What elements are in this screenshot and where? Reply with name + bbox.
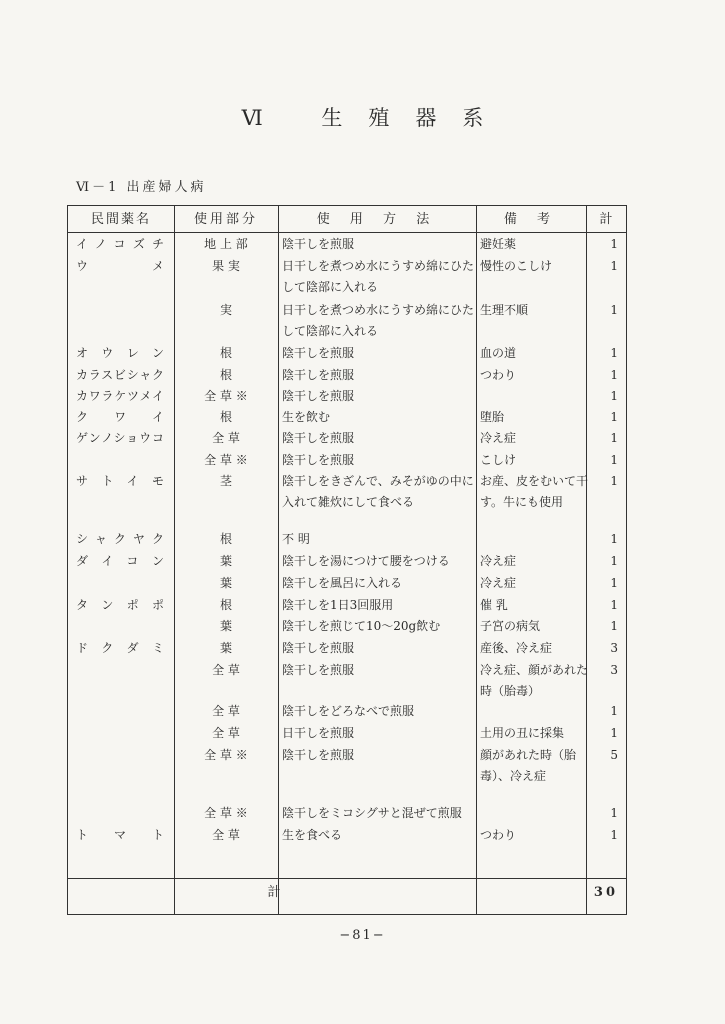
row-total: 1 bbox=[610, 259, 618, 273]
row-part: 全 草 ※ bbox=[204, 453, 248, 467]
row-name: ドクダミ bbox=[76, 641, 164, 655]
row-part: 地 上 部 bbox=[204, 237, 248, 251]
row-part: 全 草 bbox=[212, 704, 240, 718]
row-note: 堕胎 bbox=[480, 410, 505, 424]
row-note: つわり bbox=[480, 828, 517, 842]
header-use: 使 用 方 法 bbox=[316, 212, 438, 227]
row-part: 根 bbox=[219, 346, 232, 360]
row-note: こしけ bbox=[480, 453, 517, 467]
row-part: 葉 bbox=[219, 619, 232, 633]
row-total: 1 bbox=[610, 619, 618, 633]
row-part: 実 bbox=[219, 303, 232, 317]
row-total: 3 bbox=[610, 641, 618, 655]
row-note: 顔があれた時（胎毒）、冷え症 bbox=[480, 748, 577, 783]
row-use: 陰干しを煎服 bbox=[282, 368, 355, 382]
header-note: 備 考 bbox=[503, 212, 559, 227]
row-use: 不 明 bbox=[282, 532, 310, 546]
row-part: 茎 bbox=[219, 474, 232, 488]
row-note: 冷え症、顔があれた時（胎毒） bbox=[480, 663, 589, 698]
row-total: 1 bbox=[610, 726, 618, 740]
row-name: サトイモ bbox=[76, 474, 164, 488]
page-number: −81− bbox=[339, 928, 386, 943]
column-divider bbox=[278, 206, 279, 914]
row-part: 全 草 bbox=[212, 663, 240, 677]
row-use: 日干しを煮つめ水にうすめ綿にひたして陰部に入れる bbox=[282, 259, 475, 294]
row-note: 冷え症 bbox=[480, 554, 517, 568]
row-use: 陰干しを煎服 bbox=[282, 453, 355, 467]
row-use: 生を飲む bbox=[282, 410, 331, 424]
row-name: ダイコン bbox=[76, 554, 164, 568]
sum-value: 30 bbox=[593, 885, 618, 900]
header-divider bbox=[68, 232, 626, 233]
row-use: 陰干しを煎服 bbox=[282, 663, 355, 677]
row-part: 果 実 bbox=[212, 259, 240, 273]
row-total: 1 bbox=[610, 806, 618, 820]
row-use: 陰干しを1日3回服用 bbox=[282, 598, 394, 612]
row-note: つわり bbox=[480, 368, 517, 382]
header-part: 使用部分 bbox=[193, 212, 258, 227]
row-total: 1 bbox=[610, 389, 618, 403]
row-total: 1 bbox=[610, 828, 618, 842]
row-use: 陰干しを煎服 bbox=[282, 389, 355, 403]
row-name: トマト bbox=[76, 828, 164, 842]
row-note: 冷え症 bbox=[480, 431, 517, 445]
row-total: 1 bbox=[610, 532, 618, 546]
row-part: 根 bbox=[219, 598, 232, 612]
row-total: 1 bbox=[610, 474, 618, 488]
row-name: ゲンノショウコ bbox=[76, 431, 164, 445]
row-part: 全 草 bbox=[212, 431, 240, 445]
sum-label: 計 bbox=[267, 885, 281, 900]
sum-divider bbox=[68, 878, 626, 879]
row-part: 全 草 bbox=[212, 828, 240, 842]
row-use: 日干しを煎服 bbox=[282, 726, 355, 740]
row-use: 陰干しを湯につけて腰をつける bbox=[282, 554, 450, 568]
row-name: カラスビシャク bbox=[76, 368, 164, 382]
row-note: 慢性のこしけ bbox=[480, 259, 553, 273]
row-total: 1 bbox=[610, 704, 618, 718]
row-name: シャクヤク bbox=[76, 532, 164, 546]
row-use: 生を食べる bbox=[282, 828, 343, 842]
row-use: 陰干しを煎服 bbox=[282, 346, 355, 360]
row-use: 陰干しをどろなべで煎服 bbox=[282, 704, 415, 718]
row-part: 全 草 ※ bbox=[204, 389, 248, 403]
row-note: 子宮の病気 bbox=[480, 619, 541, 633]
row-use: 陰干しを風呂に入れる bbox=[282, 576, 403, 590]
row-use: 日干しを煮つめ水にうすめ綿にひたして陰部に入れる bbox=[282, 303, 475, 338]
header-total: 計 bbox=[599, 212, 613, 227]
row-use: 陰干しを煎服 bbox=[282, 641, 355, 655]
row-name: イノコズチ bbox=[76, 237, 164, 251]
row-total: 1 bbox=[610, 237, 618, 251]
row-use: 陰干しをミコシグサと混ぜて煎服 bbox=[282, 806, 462, 820]
row-use: 陰干しを煎じて10〜20g飲む bbox=[282, 619, 441, 633]
row-name: カワラケツメイ bbox=[76, 389, 164, 403]
row-total: 5 bbox=[610, 748, 618, 762]
row-part: 根 bbox=[219, 368, 232, 382]
row-total: 1 bbox=[610, 554, 618, 568]
row-note: 催 乳 bbox=[480, 598, 508, 612]
row-note: 生理不順 bbox=[480, 303, 529, 317]
row-total: 1 bbox=[610, 410, 618, 424]
row-use: 陰干しを煎服 bbox=[282, 748, 355, 762]
header-name: 民間薬名 bbox=[90, 212, 151, 227]
row-name: クワイ bbox=[76, 410, 164, 424]
row-part: 全 草 ※ bbox=[204, 748, 248, 762]
row-note: 土用の丑に採集 bbox=[480, 726, 565, 740]
row-total: 1 bbox=[610, 431, 618, 445]
row-total: 1 bbox=[610, 368, 618, 382]
row-part: 葉 bbox=[219, 554, 232, 568]
row-note: 避妊薬 bbox=[480, 237, 517, 251]
remedy-table bbox=[67, 205, 627, 915]
row-total: 1 bbox=[610, 576, 618, 590]
row-total: 1 bbox=[610, 346, 618, 360]
row-use: 陰干しをきざんで、みそがゆの中に入れて雑炊にして食べる bbox=[282, 474, 474, 509]
row-note: お産、皮をむいて干す。牛にも使用 bbox=[480, 474, 589, 509]
row-total: 1 bbox=[610, 598, 618, 612]
row-part: 全 草 ※ bbox=[204, 806, 248, 820]
row-part: 根 bbox=[219, 532, 232, 546]
row-part: 葉 bbox=[219, 576, 232, 590]
row-total: 3 bbox=[610, 663, 618, 677]
row-name: オウレン bbox=[76, 346, 164, 360]
row-use: 陰干しを煎服 bbox=[282, 431, 355, 445]
row-total: 1 bbox=[610, 453, 618, 467]
row-note: 冷え症 bbox=[480, 576, 517, 590]
row-part: 根 bbox=[219, 410, 232, 424]
row-note: 血の道 bbox=[480, 346, 517, 360]
row-use: 陰干しを煎服 bbox=[282, 237, 355, 251]
row-name: タンポポ bbox=[76, 598, 164, 612]
row-part: 全 草 bbox=[212, 726, 240, 740]
row-name: ウメ bbox=[76, 259, 164, 273]
row-note: 産後、冷え症 bbox=[480, 641, 553, 655]
row-part: 葉 bbox=[219, 641, 232, 655]
section-title: Ⅵ－1 出産婦人病 bbox=[76, 180, 207, 195]
page-title: Ⅵ 生殖器系 bbox=[241, 106, 510, 130]
row-total: 1 bbox=[610, 303, 618, 317]
